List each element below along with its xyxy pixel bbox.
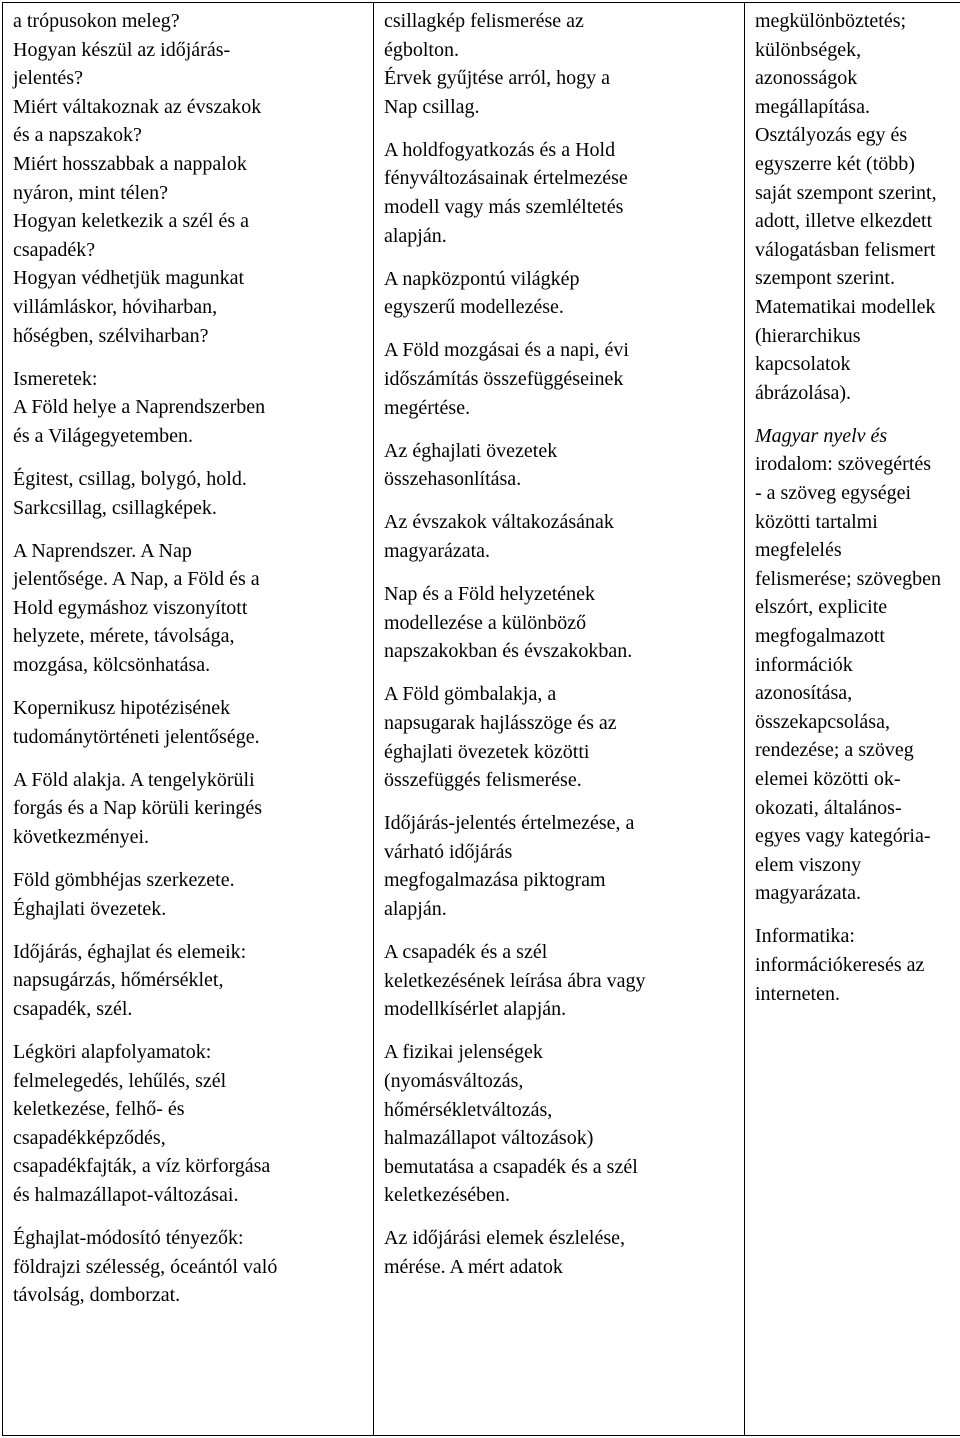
text-line: hőmérsékletváltozás, bbox=[384, 1098, 553, 1121]
text-line: elem viszony bbox=[755, 853, 862, 876]
text-line: kapcsolatok bbox=[755, 353, 851, 376]
text-line: következményei. bbox=[13, 825, 150, 848]
text-line: csapadékképződés, bbox=[13, 1126, 166, 1149]
text-line: napsugarak hajlásszöge és az bbox=[384, 711, 617, 734]
text-line: felmelegedés, lehűlés, szél bbox=[13, 1069, 227, 1092]
text-line: időszámítás összefüggéseinek bbox=[384, 368, 624, 391]
goals-paragraph bbox=[384, 265, 736, 322]
skills-paragraph bbox=[755, 922, 960, 1008]
text-line: A Föld gömbalakja, a bbox=[384, 683, 557, 706]
curriculum-table bbox=[2, 2, 960, 1436]
goals-column bbox=[374, 3, 745, 1436]
topics-paragraph bbox=[13, 537, 365, 680]
text-line: megfogalmazott bbox=[755, 624, 885, 647]
text-line: mérése. A mért adatok bbox=[384, 1256, 563, 1279]
topics-paragraph bbox=[13, 1038, 365, 1210]
goals-paragraph bbox=[384, 336, 736, 422]
text-line: Miért váltakoznak az évszakok bbox=[13, 95, 262, 118]
skills-paragraph bbox=[755, 7, 960, 407]
goals-paragraph bbox=[384, 809, 736, 923]
goals-paragraph bbox=[384, 1038, 736, 1210]
text-line: villámláskor, hóviharban, bbox=[13, 295, 218, 318]
text-line: Magyar nyelv és bbox=[755, 424, 888, 447]
text-line: Időjárás, éghajlat és elemeik: bbox=[13, 940, 247, 963]
text-line: Informatika: bbox=[755, 925, 855, 948]
text-line: közötti tartalmi bbox=[755, 510, 878, 533]
text-line: megfelelés bbox=[755, 539, 842, 562]
text-line: Föld gömbhéjas szerkezete. bbox=[13, 869, 235, 892]
text-line: összehasonlítása. bbox=[384, 468, 522, 491]
text-line: modell vagy más szemléltetés bbox=[384, 196, 624, 219]
text-line: - a szöveg egységei bbox=[755, 482, 912, 504]
text-line: azonosságok bbox=[755, 67, 858, 90]
goals-paragraph bbox=[384, 680, 736, 794]
text-line: válogatásban felismert bbox=[755, 238, 936, 261]
topics-paragraph bbox=[13, 938, 365, 1024]
text-line: összefüggés felismerése. bbox=[384, 769, 582, 792]
text-line: jelentősége. A Nap, a Föld és a bbox=[13, 568, 260, 591]
text-line: Légköri alapfolyamatok: bbox=[13, 1041, 212, 1063]
text-line: éghajlati övezetek közötti bbox=[384, 740, 590, 763]
text-line: csapadék, szél. bbox=[13, 997, 133, 1020]
text-line: magyarázata. bbox=[384, 540, 491, 562]
topics-paragraph bbox=[13, 7, 365, 350]
text-line: és a napszakok? bbox=[13, 124, 142, 147]
text-line: elszórt, explicite bbox=[755, 596, 888, 619]
text-line: halmazállapot változások) bbox=[384, 1127, 594, 1150]
text-line: hőségben, szélviharban? bbox=[13, 324, 209, 347]
text-line: Ismeretek: bbox=[13, 367, 98, 390]
text-line: Miért hosszabbak a nappalok bbox=[13, 152, 247, 175]
goals-paragraph bbox=[384, 437, 736, 494]
text-line: bemutatása a csapadék és a szél bbox=[384, 1155, 638, 1178]
text-line: tudománytörténeti jelentősége. bbox=[13, 725, 260, 748]
text-line: irodalom: szövegértés bbox=[755, 453, 932, 476]
text-line: Hogyan keletkezik a szél és a bbox=[13, 210, 250, 233]
text-line: interneten. bbox=[755, 982, 840, 1005]
text-line: saját szempont szerint, bbox=[755, 181, 937, 204]
text-line: csapadék? bbox=[13, 238, 96, 261]
text-line: (nyomásváltozás, bbox=[384, 1070, 524, 1092]
text-line: keletkezésében. bbox=[384, 1184, 511, 1207]
text-line: földrajzi szélesség, óceántól való bbox=[13, 1255, 278, 1278]
text-line: felismerése; szövegben bbox=[755, 567, 942, 590]
text-line: A napközpontú világkép bbox=[384, 267, 580, 290]
text-line: és a Világegyetemben. bbox=[13, 424, 194, 447]
goals-paragraph bbox=[384, 136, 736, 250]
text-line: adott, illetve elkezdett bbox=[755, 210, 933, 233]
text-line: Osztályozás egy és bbox=[755, 124, 908, 147]
text-line: Hold egymáshoz viszonyított bbox=[13, 596, 248, 619]
goals-paragraph bbox=[384, 938, 736, 1024]
text-line: (hierarchikus bbox=[755, 324, 861, 347]
text-line: A csapadék és a szél bbox=[384, 941, 548, 964]
goals-paragraph bbox=[384, 1224, 736, 1281]
goals-paragraph bbox=[384, 7, 736, 121]
text-line: rendezése; a szöveg bbox=[755, 739, 914, 762]
skills-paragraph bbox=[755, 422, 960, 908]
goals-paragraph bbox=[384, 508, 736, 565]
text-line: megértése. bbox=[384, 396, 471, 419]
text-line: elemei közötti ok- bbox=[755, 767, 901, 790]
text-line: nyáron, mint télen? bbox=[13, 181, 168, 204]
text-line: alapján. bbox=[384, 224, 447, 247]
text-line: ábrázolása). bbox=[755, 381, 852, 404]
text-line: információk bbox=[755, 653, 853, 676]
topics-paragraph bbox=[13, 866, 365, 923]
skills-column bbox=[745, 3, 960, 1436]
text-line: Az időjárási elemek észlelése, bbox=[384, 1227, 625, 1250]
text-line: megállapítása. bbox=[755, 95, 870, 118]
text-line: egyszerű modellezése. bbox=[384, 296, 564, 319]
text-line: Kopernikusz hipotézisének bbox=[13, 697, 231, 720]
table-row bbox=[3, 3, 960, 1436]
text-line: Az évszakok váltakozásának bbox=[384, 511, 614, 534]
topics-paragraph bbox=[13, 766, 365, 852]
text-line: különbségek, bbox=[755, 38, 862, 61]
topics-paragraph bbox=[13, 694, 365, 751]
text-line: csapadékfajták, a víz körforgása bbox=[13, 1155, 271, 1178]
text-line: magyarázata. bbox=[755, 882, 862, 905]
text-line: Érvek gyűjtése arról, hogy a bbox=[384, 67, 611, 90]
topics-column bbox=[3, 3, 374, 1436]
text-line: azonosítása, bbox=[755, 682, 853, 705]
text-line: Hogyan védhetjük magunkat bbox=[13, 267, 245, 290]
text-line: Nap és a Föld helyzetének bbox=[384, 583, 596, 606]
goals-paragraph bbox=[384, 580, 736, 666]
text-line: modellezése a különböző bbox=[384, 611, 587, 634]
text-line: égbolton. bbox=[384, 38, 459, 61]
text-line: A holdfogyatkozás és a Hold bbox=[384, 138, 616, 161]
text-line: mozgása, kölcsönhatása. bbox=[13, 653, 211, 676]
text-line: A Föld alakja. A tengelykörüli bbox=[13, 768, 255, 791]
text-line: fényváltozásainak értelmezése bbox=[384, 167, 628, 190]
text-line: A Föld mozgásai és a napi, évi bbox=[384, 339, 629, 362]
text-line: helyzete, mérete, távolsága, bbox=[13, 625, 235, 648]
text-line: Sarkcsillag, csillagképek. bbox=[13, 496, 217, 519]
text-line: egyszerre két (több) bbox=[755, 152, 915, 175]
text-line: várható időjárás bbox=[384, 840, 513, 863]
text-line: a trópusokon meleg? bbox=[13, 10, 180, 32]
text-line: szempont szerint. bbox=[755, 267, 895, 290]
text-line: egyes vagy kategória- bbox=[755, 825, 931, 848]
topics-paragraph bbox=[13, 365, 365, 451]
text-line: okozati, általános- bbox=[755, 796, 902, 819]
text-line: forgás és a Nap körüli keringés bbox=[13, 797, 263, 820]
text-line: A fizikai jelenségek bbox=[384, 1041, 543, 1064]
text-line: Hogyan készül az időjárás- bbox=[13, 38, 231, 61]
text-line: megfogalmazása piktogram bbox=[384, 869, 606, 892]
text-line: Matematikai modellek bbox=[755, 295, 936, 318]
text-line: Égitest, csillag, bolygó, hold. bbox=[13, 467, 247, 490]
text-line: alapján. bbox=[384, 898, 447, 921]
text-line: Nap csillag. bbox=[384, 95, 480, 118]
text-line: keletkezése, felhő- és bbox=[13, 1098, 185, 1121]
text-line: távolság, domborzat. bbox=[13, 1284, 181, 1307]
text-line: napszakokban és évszakokban. bbox=[384, 640, 633, 663]
text-line: jelentés? bbox=[13, 67, 83, 90]
text-line: és halmazállapot-változásai. bbox=[13, 1183, 239, 1206]
text-line: Éghajlat-módosító tényezők: bbox=[13, 1227, 244, 1250]
text-line: Éghajlati övezetek. bbox=[13, 897, 167, 920]
text-line: A Naprendszer. A Nap bbox=[13, 539, 192, 562]
text-line: összekapcsolása, bbox=[755, 710, 890, 733]
text-line: csillagkép felismerése az bbox=[384, 10, 584, 32]
text-line: modellkísérlet alapján. bbox=[384, 998, 567, 1021]
text-line: napsugárzás, hőmérséklet, bbox=[13, 969, 224, 992]
text-line: Az éghajlati övezetek bbox=[384, 439, 558, 462]
text-line: A Föld helye a Naprendszerben bbox=[13, 396, 266, 419]
text-line: keletkezésének leírása ábra vagy bbox=[384, 969, 646, 992]
text-line: Időjárás-jelentés értelmezése, a bbox=[384, 812, 635, 835]
topics-paragraph bbox=[13, 1224, 365, 1310]
text-line: megkülönböztetés; bbox=[755, 10, 907, 32]
text-line: információkeresés az bbox=[755, 954, 925, 976]
topics-paragraph bbox=[13, 465, 365, 522]
